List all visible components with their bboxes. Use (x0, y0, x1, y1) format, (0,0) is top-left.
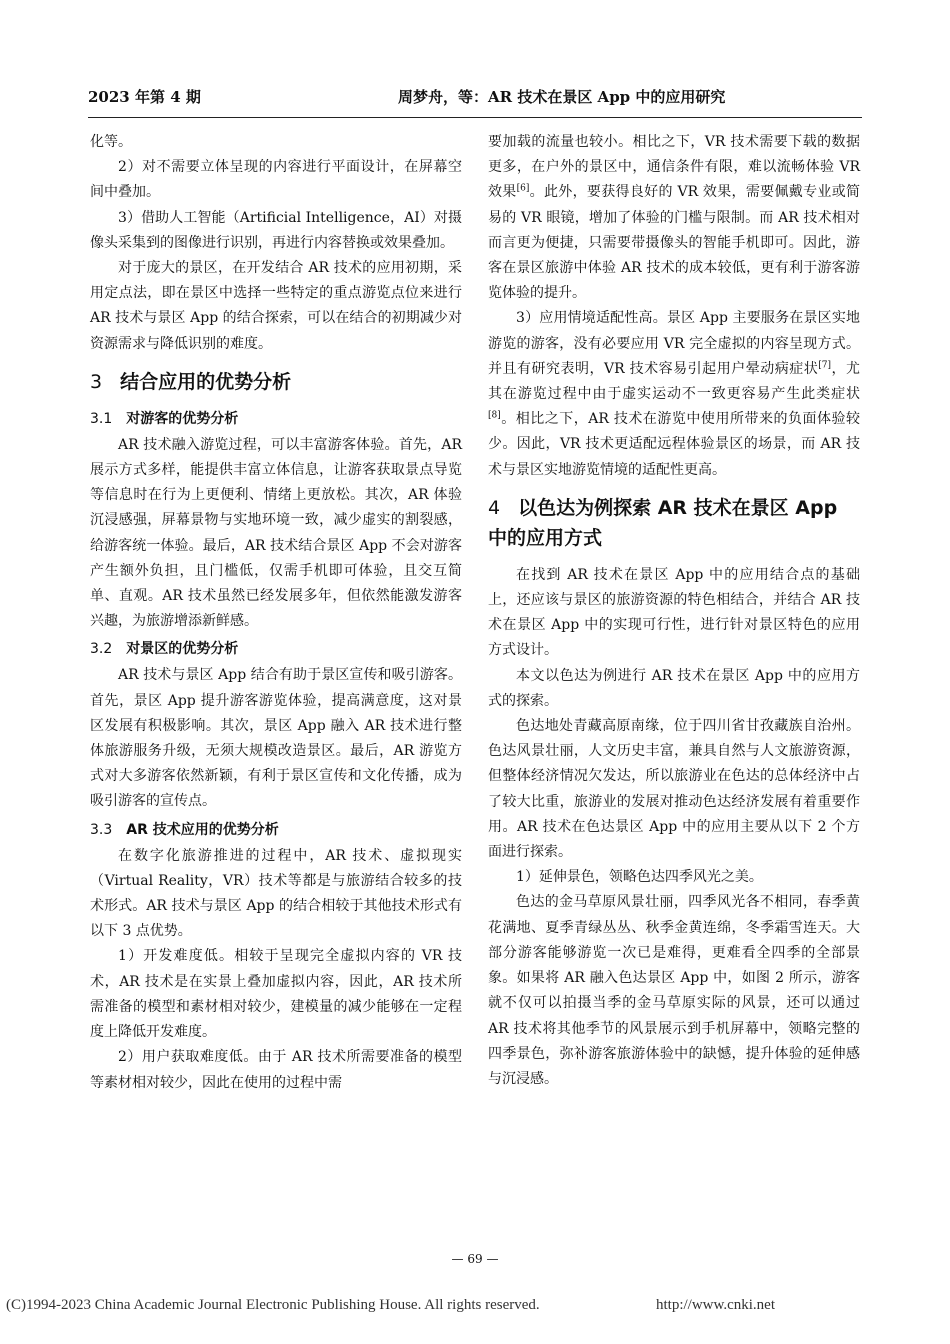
section-title: 结合应用的优势分析 (120, 370, 292, 393)
paragraph: 1）开发难度低。相较于呈现完全虚拟内容的 VR 技术，AR 技术是在实景上叠加虚拟内容，因此，AR 技术所需准备的模型和素材相对较少，建模量的减少能够在一定程度上降低开发难度。 (90, 948, 462, 1041)
subsection-heading-3-3 (90, 818, 462, 842)
running-title: 周梦舟，等：AR 技术在景区 App 中的应用研究 (398, 88, 726, 106)
paragraph: AR 技术与景区 App 结合有助于景区宣传和吸引游客。首先，景区 App 提升游客游览体验，提高满意度，这对景区发展有积极影响。其次，景区 App 融入 AR 技术进行整体旅游服务升级，无须大规模改造景区。最后，AR 游览方式对大多游客依然新颖，有利于景区宣传和文化传播，成为吸引游客的宣传点。 (90, 667, 462, 810)
subsection-number: 3.1 (90, 410, 113, 427)
text-run: 3）应用情境适配性高。景区 App 主要服务在景区实地游览的游客，没有必要应用 VR 完全虚拟的内容呈现方式。并且有研究表明，VR 技术容易引起用户晕动病症状 (488, 310, 860, 377)
page-number: — 69 — (451, 1252, 499, 1266)
citation-ref: [6] (516, 183, 530, 194)
header-rule (88, 117, 862, 118)
left-column (90, 130, 462, 1096)
citation-ref: [7] (818, 360, 831, 371)
section-heading-4 (488, 493, 860, 553)
paragraph: 色达地处青藏高原南缘，位于四川省甘孜藏族自治州。色达风景壮丽，人文历史丰富，兼具自然与人文旅游资源，但整体经济情况欠发达，所以旅游业在色达的总体经济中占了较大比重，旅游业的发展对推动色达经济发展有着重要作用。AR 技术在色达景区 App 中的应用主要从以下 2 个方面进行探索。 (488, 718, 860, 861)
subsection-title: AR 技术应用的优势分析 (126, 821, 279, 838)
section-title: 以色达为例探索 AR 技术在景区 App 中的应用方式 (488, 496, 838, 549)
paragraph: 3）借助人工智能（Artificial Intelligence，AI）对摄像头采集到的图像进行识别，再进行内容替换或效果叠加。 (90, 209, 462, 251)
text-run: 。此外，要获得良好的 VR 效果，需要佩戴专业或简易的 VR 眼镜，增加了体验的门槛与限制。而 AR 技术相对而言更为便捷，只需要带摄像头的智能手机即可。因此，游客在景区旅游中体验 AR 技术的成本较低，更有利于游客游览体验的提升。 (488, 184, 860, 302)
running-header (88, 86, 862, 110)
paragraph (488, 306, 860, 482)
paragraph: 对于庞大的景区，在开发结合 AR 技术的应用初期，采用定点法，即在景区中选择一些特定的重点游览点位来进行 AR 技术与景区 App 的结合探索，可以在结合的初期减少对资源需求与降低识别的难度。 (90, 260, 462, 352)
cnki-link[interactable]: http://www.cnki.net (656, 1297, 776, 1313)
issue-label: 2023 年第 4 期 (88, 88, 201, 106)
section-number: 3 (90, 370, 103, 393)
subsection-number: 3.2 (90, 641, 113, 658)
paragraph: 化等。 (90, 134, 132, 150)
paragraph: 1）延伸景色，领略色达四季风光之美。 (516, 869, 763, 886)
copyright-footer (6, 1297, 946, 1314)
copyright-text: (C)1994-2023 China Academic Journal Electronic Publishing House. All rights reserved. (6, 1297, 540, 1313)
paragraph: 2）对不需要立体呈现的内容进行平面设计，在屏幕空间中叠加。 (90, 159, 462, 201)
paragraph: AR 技术融入游览过程，可以丰富游客体验。首先，AR 展示方式多样，能提供丰富立体信息，让游客获取景点导览等信息时在行为上更便利、情绪上更放松。其次，AR 体验沉浸感强，屏幕景物与实地环境一致，减少虚实的割裂感，给游客统一体验。最后，AR 技术结合景区 App 不会对游客产生额外负担，且门槛低，仅需手机即可体验，且交互简单、直观。AR 技术虽然已经发展多年，但依然能激发游客兴趣，为旅游增添新鲜感。 (90, 436, 462, 630)
paragraph (488, 130, 860, 306)
paragraph: 2）用户获取难度低。由于 AR 技术所需要准备的模型等素材相对较少，因此在使用的过程中需 (90, 1049, 462, 1091)
citation-ref: [8] (488, 410, 501, 421)
text-run: 。相比之下，AR 技术在游览中使用所带来的负面体验较少。因此，VR 技术更适配远程体验景区的场景，而 AR 技术与景区实地游览情境的适配性更高。 (488, 411, 860, 478)
right-column (488, 130, 860, 1092)
paragraph: 色达的金马草原风景壮丽，四季风光各不相同，春季黄花满地、夏季青绿丛丛、秋季金黄连绵，冬季霜雪连天。大部分游客能够游览一次已是难得，更难看全四季的全部景象。如果将 AR 融入色达景区 App 中，如图 2 所示，游客就不仅可以拍摄当季的金马草原实际的风景，还可以通过 AR 技术将其他季节的风景展示到手机屏幕中，领略完整的四季景色，弥补游客旅游体验中的缺憾，提升体验的延伸感与沉浸感。 (488, 894, 860, 1087)
section-number: 4 (488, 496, 501, 519)
paragraph: 在数字化旅游推进的过程中，AR 技术、虚拟现实（Virtual Reality，VR）技术等都是与旅游结合较多的技术形式。AR 技术与景区 App 的结合相较于其他技术形式有以下 3 点优势。 (90, 847, 462, 940)
subsection-heading-3-1 (90, 407, 462, 431)
subsection-title: 对游客的优势分析 (126, 410, 239, 427)
paragraph: 本文以色达为例进行 AR 技术在景区 App 中的应用方式的探索。 (488, 667, 860, 709)
text-run: ，尤其在游览过程中由于虚实运动不一致更容易产生此类症状 (488, 360, 860, 403)
subsection-number: 3.3 (90, 821, 113, 838)
subsection-title: 对景区的优势分析 (126, 641, 239, 658)
subsection-heading-3-2 (90, 637, 462, 661)
text-run: 要加载的流量也较小。相比之下，VR 技术需要下载的数据更多，在户外的景区中，通信条件有限，难以流畅体验 VR 效果 (488, 134, 860, 201)
section-heading-3 (90, 367, 462, 397)
paragraph: 在找到 AR 技术在景区 App 中的应用结合点的基础上，还应该与景区的旅游资源的特色相结合，并结合 AR 技术在景区 App 中的实现可行性，进行针对景区特色的应用方式设计。 (488, 566, 860, 659)
